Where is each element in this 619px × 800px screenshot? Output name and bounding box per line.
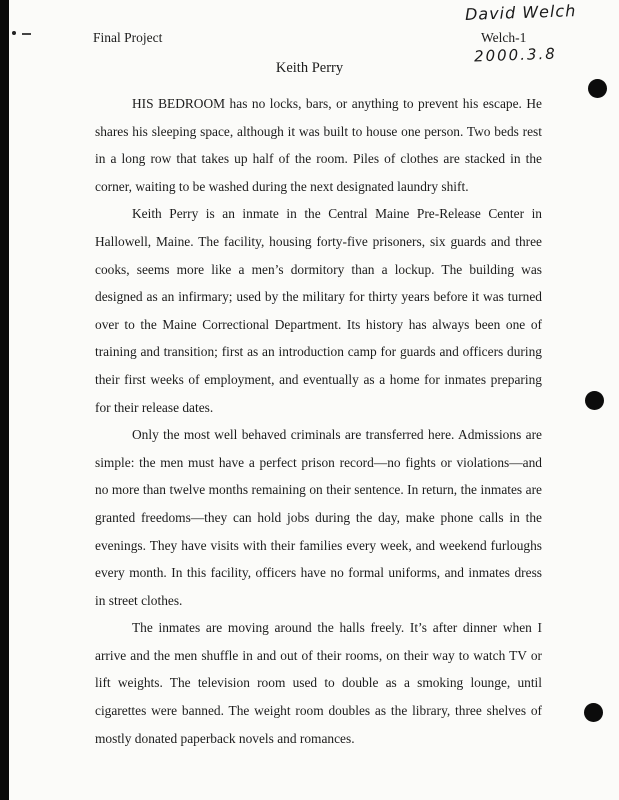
handwritten-author-name: David Welch xyxy=(464,1,577,24)
hole-punch-dot xyxy=(585,391,604,410)
handwritten-date: 2000.3.8 xyxy=(473,44,558,66)
essay-paragraph: The inmates are moving around the halls freely. It’s after dinner when I arrive and the men shuffle in and out of their rooms, on their way to watch TV or lift weights. The television room used to double as a smoking lounge, until cigarettes were banned. The weight room doubles as the library, three shelves of mostly donated paperback novels and romances. xyxy=(95,620,542,746)
essay-title: Keith Perry xyxy=(275,60,344,76)
header-project-label: Final Project xyxy=(93,30,163,45)
essay-paragraph: HIS BEDROOM has no locks, bars, or anything to prevent his escape. He shares his sleeping space, although it was built to house one person. Two beds rest in a long row that takes up half of the room. Piles of clothes are stacked in the corner, waiting to be washed during the next designated laundry shift. xyxy=(95,96,542,194)
scan-speck xyxy=(12,31,16,35)
scan-edge-bar xyxy=(0,0,9,800)
hole-punch-dot xyxy=(588,79,607,98)
essay-paragraph: Only the most well behaved criminals are transferred here. Admissions are simple: the men must have a perfect prison record—no fights or violations—and no more than twelve months remaining on their sentence. In return, the inmates are granted freedoms—they can hold jobs during the day, make phone calls in the evenings. They have visits with their families every week, and weekend furloughs every month. In this facility, officers have no formal uniforms, and inmates dress in street clothes. xyxy=(95,427,542,608)
essay-paragraph: Keith Perry is an inmate in the Central Maine Pre-Release Center in Hallowell, Maine. The facility, housing forty-five prisoners, six guards and three cooks, seems more like a men’s dormitory than a lockup. The building was designed as an infirmary; used by the military for thirty years before it was turned over to the Maine Correctional Department. Its history has always been one of training and transition; first as an introduction camp for guards and officers during their first weeks of employment, and eventually as a home for inmates preparing for their release dates. xyxy=(95,206,542,415)
essay-body xyxy=(95,90,542,752)
scan-speck xyxy=(22,33,31,35)
header-page-label: Welch-1 xyxy=(481,30,527,45)
hole-punch-dot xyxy=(584,703,603,722)
